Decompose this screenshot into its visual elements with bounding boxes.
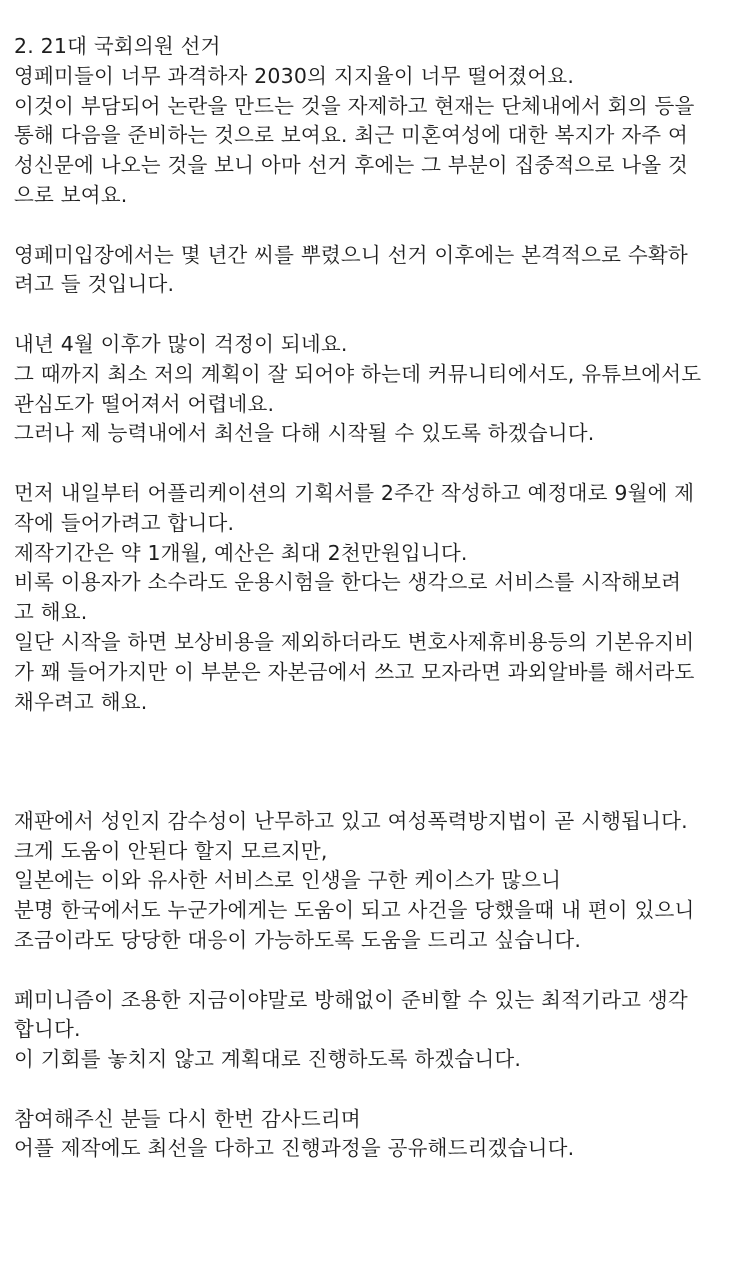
text-line: 페미니즘이 조용한 지금이야말로 방해없이 준비할 수 있는 최적기라고 생각 <box>14 987 688 1012</box>
text-line: 어플 제작에도 최선을 다하고 진행과정을 공유해드리겠습니다. <box>14 1136 575 1161</box>
text-line: 작에 들어가려고 합니다. <box>14 510 235 535</box>
blank-line <box>14 777 744 807</box>
text-line: 관심도가 떨어져서 어렵네요. <box>14 391 275 416</box>
text-line: 려고 들 것입니다. <box>14 272 175 297</box>
text-line: 제작기간은 약 1개월, 예산은 최대 2천만원입니다. <box>14 540 468 565</box>
blank-line <box>14 1075 744 1105</box>
text-line: 그러나 제 능력내에서 최선을 다해 시작될 수 있도록 하겠습니다. <box>14 421 595 446</box>
text-line: 합니다. <box>14 1017 81 1042</box>
text-line: 일본에는 이와 유사한 서비스로 인생을 구한 케이스가 많으니 <box>14 868 562 893</box>
blank-line <box>14 211 744 241</box>
text-line: 재판에서 성인지 감수성이 난무하고 있고 여성폭력방지법이 곧 시행됩니다. <box>14 808 688 833</box>
blank-line <box>14 717 744 747</box>
text-line: 크게 도움이 안된다 할지 모르지만, <box>14 838 328 863</box>
text-line: 먼저 내일부터 어플리케이션의 기획서를 2주간 작성하고 예정대로 9월에 제 <box>14 480 695 505</box>
text-line: 이 기회를 놓치지 않고 계획대로 진행하도록 하겠습니다. <box>14 1047 522 1072</box>
blank-line <box>14 747 744 777</box>
text-line: 채우려고 해요. <box>14 689 148 714</box>
text-line: 비록 이용자가 소수라도 운용시험을 한다는 생각으로 서비스를 시작해보려 <box>14 570 682 595</box>
text-line: 2. 21대 국회의원 선거 <box>14 34 221 58</box>
text-line: 참여해주신 분들 다시 한번 감사드리며 <box>14 1106 361 1131</box>
text-line: 그 때까지 최소 저의 계획이 잘 되어야 하는데 커뮤니티에서도, 유튜브에서도 <box>14 361 702 386</box>
text-line: 가 꽤 들어가지만 이 부분은 자본금에서 쓰고 모자라면 과외알바를 해서라도 <box>14 659 695 684</box>
text-line: 내년 4월 이후가 많이 걱정이 되네요. <box>14 331 348 356</box>
text-line: 통해 다음을 준비하는 것으로 보여요. 최근 미혼여성에 대한 복지가 자주 여 <box>14 123 688 148</box>
text-line: 으로 보여요. <box>14 182 128 207</box>
text-line: 성신문에 나오는 것을 보니 아마 선거 후에는 그 부분이 집중적으로 나올 것 <box>14 153 688 178</box>
text-line: 이것이 부담되어 논란을 만드는 것을 자제하고 현재는 단체내에서 회의 등을 <box>14 93 695 118</box>
blank-line <box>14 300 744 330</box>
text-line: 조금이라도 당당한 대응이 가능하도록 도움을 드리고 싶습니다. <box>14 927 582 952</box>
blank-line <box>14 449 744 479</box>
text-line: 영페미들이 너무 과격하자 2030의 지지율이 너무 떨어졌어요. <box>14 63 575 88</box>
text-line: 일단 시작을 하면 보상비용을 제외하더라도 변호사제휴비용등의 기본유지비 <box>14 629 695 654</box>
blank-line <box>14 956 744 986</box>
text-line: 분명 한국에서도 누군가에게는 도움이 되고 사건을 당했을때 내 편이 있으니 <box>14 898 695 923</box>
text-line: 고 해요. <box>14 600 88 625</box>
text-line: 영페미입장에서는 몇 년간 씨를 뿌렸으니 선거 이후에는 본격적으로 수확하 <box>14 242 688 267</box>
document-body <box>0 32 750 1164</box>
